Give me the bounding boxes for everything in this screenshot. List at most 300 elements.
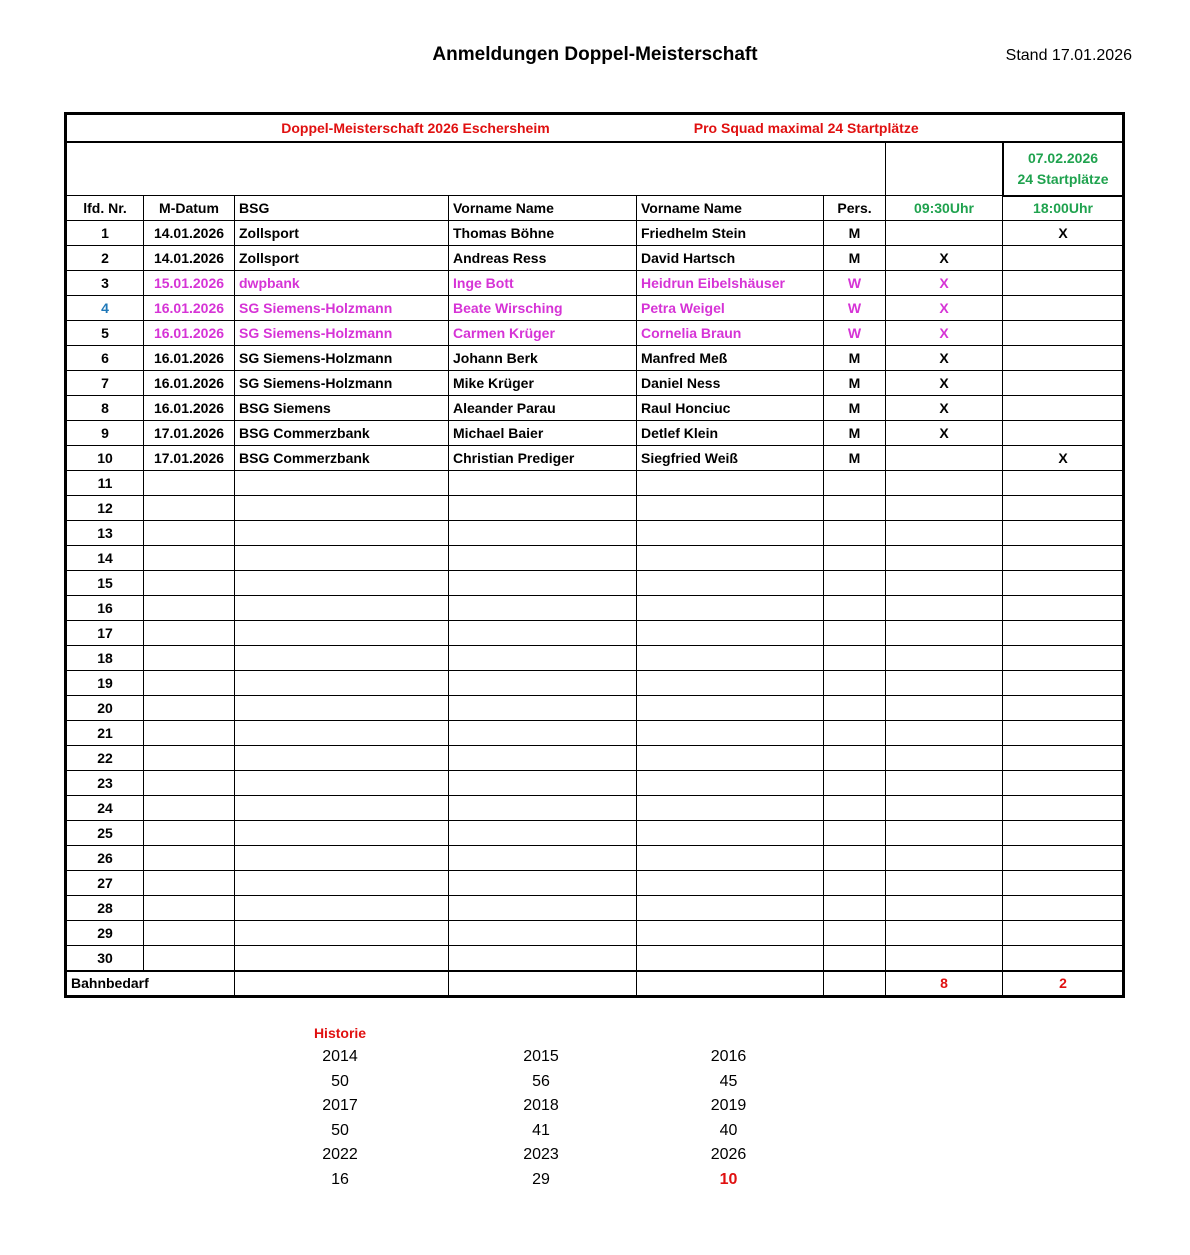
table-row <box>66 321 1124 346</box>
cell-bsg: BSG Commerzbank <box>235 421 449 446</box>
cell-bsg <box>235 721 449 746</box>
cell-slot-0930: X <box>886 271 1003 296</box>
cell-name1 <box>449 721 637 746</box>
cell-slot-1800 <box>1003 246 1124 271</box>
col-header-time-0930: 09:30Uhr <box>886 196 1003 221</box>
table-row <box>66 521 1124 546</box>
cell-pers <box>824 821 886 846</box>
cell-slot-1800 <box>1003 696 1124 721</box>
cell-pers: M <box>824 446 886 471</box>
historie-cell: 2015 <box>523 1048 559 1065</box>
cell-slot-0930 <box>886 646 1003 671</box>
cell-datum <box>144 621 235 646</box>
cell-slot-1800 <box>1003 496 1124 521</box>
table-row <box>66 621 1124 646</box>
column-header-row <box>66 196 1124 221</box>
table-row <box>66 421 1124 446</box>
banner-left-text: Doppel-Meisterschaft 2026 Eschersheim <box>281 119 550 136</box>
cell-bsg: BSG Commerzbank <box>235 446 449 471</box>
cell-bsg <box>235 521 449 546</box>
col-header-name2: Vorname Name <box>637 196 824 221</box>
empty-cell <box>824 971 886 997</box>
cell-slot-0930 <box>886 896 1003 921</box>
row-number: 8 <box>66 396 144 421</box>
row-number: 26 <box>66 846 144 871</box>
cell-name2: Raul Honciuc <box>637 396 824 421</box>
row-number: 28 <box>66 896 144 921</box>
cell-datum <box>144 821 235 846</box>
empty-cell <box>637 971 824 997</box>
cell-slot-0930 <box>886 446 1003 471</box>
cell-name2 <box>637 521 824 546</box>
cell-slot-0930 <box>886 771 1003 796</box>
page-title: Anmeldungen Doppel-Meisterschaft <box>432 44 758 65</box>
row-number: 3 <box>66 271 144 296</box>
cell-bsg: dwpbank <box>235 271 449 296</box>
cell-bsg <box>235 846 449 871</box>
table-row <box>66 771 1124 796</box>
cell-bsg: Zollsport <box>235 221 449 246</box>
cell-name2 <box>637 846 824 871</box>
cell-datum <box>144 696 235 721</box>
row-number: 14 <box>66 546 144 571</box>
session-1-date: 07.02.2026 <box>1027 150 1099 167</box>
cell-name1 <box>449 896 637 921</box>
empty-cell <box>886 142 1003 196</box>
table-row <box>66 746 1124 771</box>
cell-bsg <box>235 546 449 571</box>
cell-datum <box>144 771 235 796</box>
cell-name2 <box>637 771 824 796</box>
cell-pers: W <box>824 271 886 296</box>
table-row <box>66 821 1124 846</box>
cell-name1 <box>449 846 637 871</box>
cell-bsg <box>235 746 449 771</box>
cell-slot-0930 <box>886 721 1003 746</box>
historie-cell: 56 <box>532 1072 550 1090</box>
row-number: 19 <box>66 671 144 696</box>
cell-slot-0930 <box>886 546 1003 571</box>
cell-name1: Thomas Böhne <box>449 221 637 246</box>
table-row <box>66 571 1124 596</box>
row-number: 16 <box>66 596 144 621</box>
cell-name1 <box>449 746 637 771</box>
cell-pers <box>824 521 886 546</box>
cell-bsg <box>235 796 449 821</box>
cell-pers <box>824 896 886 921</box>
table-row <box>66 646 1124 671</box>
cell-datum <box>144 921 235 946</box>
cell-bsg <box>235 571 449 596</box>
table-row <box>66 596 1124 621</box>
cell-bsg: Zollsport <box>235 246 449 271</box>
bahnbedarf-1800: 2 <box>1003 971 1124 997</box>
row-number: 29 <box>66 921 144 946</box>
cell-name2: Cornelia Braun <box>637 321 824 346</box>
row-number: 30 <box>66 946 144 971</box>
bahnbedarf-label: Bahnbedarf <box>66 971 235 997</box>
cell-name2 <box>637 471 824 496</box>
row-number: 12 <box>66 496 144 521</box>
cell-slot-1800 <box>1003 646 1124 671</box>
table-row <box>66 796 1124 821</box>
cell-name1 <box>449 796 637 821</box>
registration-table <box>64 112 1125 998</box>
cell-name1 <box>449 471 637 496</box>
cell-bsg <box>235 821 449 846</box>
cell-slot-0930 <box>886 521 1003 546</box>
cell-slot-1800 <box>1003 296 1124 321</box>
cell-slot-1800 <box>1003 621 1124 646</box>
cell-datum <box>144 896 235 921</box>
row-number: 20 <box>66 696 144 721</box>
col-header-datum: M-Datum <box>144 196 235 221</box>
registration-rows <box>66 221 1124 971</box>
cell-datum: 15.01.2026 <box>144 271 235 296</box>
empty-cell <box>235 971 449 997</box>
cell-name1: Andreas Ress <box>449 246 637 271</box>
table-row <box>66 446 1124 471</box>
cell-name2 <box>637 721 824 746</box>
historie-cell: 2019 <box>710 1097 747 1114</box>
cell-slot-1800 <box>1003 271 1124 296</box>
cell-datum <box>144 471 235 496</box>
historie-cell: 50 <box>331 1072 349 1090</box>
cell-slot-0930 <box>886 621 1003 646</box>
cell-slot-0930 <box>886 471 1003 496</box>
cell-name1 <box>449 696 637 721</box>
cell-slot-1800 <box>1003 321 1124 346</box>
cell-datum: 16.01.2026 <box>144 296 235 321</box>
table-row <box>66 896 1124 921</box>
cell-datum: 16.01.2026 <box>144 396 235 421</box>
cell-name1 <box>449 871 637 896</box>
table-row <box>66 396 1124 421</box>
session-1-slots: 24 Startplätze <box>1017 170 1109 187</box>
cell-pers <box>824 671 886 696</box>
cell-bsg <box>235 596 449 621</box>
cell-slot-1800 <box>1003 896 1124 921</box>
row-number: 17 <box>66 621 144 646</box>
row-number: 7 <box>66 371 144 396</box>
cell-slot-1800: X <box>1003 221 1124 246</box>
banner-row <box>66 114 1124 142</box>
cell-slot-0930: X <box>886 396 1003 421</box>
cell-bsg <box>235 646 449 671</box>
cell-datum: 14.01.2026 <box>144 246 235 271</box>
cell-name2 <box>637 596 824 621</box>
cell-pers: M <box>824 396 886 421</box>
cell-slot-1800 <box>1003 921 1124 946</box>
cell-datum <box>144 596 235 621</box>
historie-cell: 40 <box>719 1121 738 1139</box>
row-number: 13 <box>66 521 144 546</box>
cell-name1: Inge Bott <box>449 271 637 296</box>
cell-datum <box>144 746 235 771</box>
cell-pers: M <box>824 421 886 446</box>
cell-slot-0930: X <box>886 421 1003 446</box>
cell-datum: 16.01.2026 <box>144 371 235 396</box>
row-number: 6 <box>66 346 144 371</box>
historie-cell: 2017 <box>322 1097 358 1114</box>
cell-slot-0930 <box>886 921 1003 946</box>
cell-name2 <box>637 571 824 596</box>
cell-slot-0930 <box>886 221 1003 246</box>
cell-pers <box>824 946 886 971</box>
cell-name2 <box>637 746 824 771</box>
historie-cell: 2014 <box>322 1048 358 1065</box>
empty-cell <box>449 971 637 997</box>
cell-name2: Detlef Klein <box>637 421 824 446</box>
row-number: 10 <box>66 446 144 471</box>
cell-name1 <box>449 646 637 671</box>
row-number: 15 <box>66 571 144 596</box>
cell-name1 <box>449 946 637 971</box>
cell-name2 <box>637 671 824 696</box>
cell-datum: 16.01.2026 <box>144 346 235 371</box>
cell-datum <box>144 721 235 746</box>
row-number: 22 <box>66 746 144 771</box>
session-1-header <box>1003 142 1124 196</box>
cell-name2 <box>637 946 824 971</box>
table-row <box>66 846 1124 871</box>
cell-name1 <box>449 771 637 796</box>
cell-slot-0930: X <box>886 346 1003 371</box>
cell-slot-1800 <box>1003 846 1124 871</box>
cell-slot-0930 <box>886 846 1003 871</box>
cell-name2 <box>637 546 824 571</box>
row-number: 5 <box>66 321 144 346</box>
historie-cell: 29 <box>532 1170 550 1188</box>
row-number: 2 <box>66 246 144 271</box>
table-row <box>66 671 1124 696</box>
row-number: 9 <box>66 421 144 446</box>
cell-bsg <box>235 871 449 896</box>
cell-pers <box>824 571 886 596</box>
cell-name2: Heidrun Eibelshäuser <box>637 271 824 296</box>
cell-name2: Petra Weigel <box>637 296 824 321</box>
cell-pers: W <box>824 296 886 321</box>
cell-slot-1800 <box>1003 671 1124 696</box>
row-number: 24 <box>66 796 144 821</box>
cell-slot-0930 <box>886 571 1003 596</box>
cell-slot-0930 <box>886 796 1003 821</box>
historie-cell: 41 <box>532 1121 550 1139</box>
cell-datum: 17.01.2026 <box>144 446 235 471</box>
cell-pers <box>824 696 886 721</box>
banner-right-text: Pro Squad maximal 24 Startplätze <box>693 119 919 136</box>
cell-bsg: SG Siemens-Holzmann <box>235 296 449 321</box>
historie-cell: 2016 <box>710 1048 747 1065</box>
cell-slot-0930 <box>886 871 1003 896</box>
cell-bsg <box>235 771 449 796</box>
cell-pers: M <box>824 371 886 396</box>
cell-slot-1800 <box>1003 346 1124 371</box>
cell-name2 <box>637 921 824 946</box>
historie-cell: 50 <box>331 1121 349 1139</box>
cell-slot-1800 <box>1003 946 1124 971</box>
cell-slot-1800 <box>1003 521 1124 546</box>
cell-datum <box>144 546 235 571</box>
cell-slot-0930 <box>886 821 1003 846</box>
cell-bsg <box>235 946 449 971</box>
col-header-pers: Pers. <box>824 196 886 221</box>
cell-name1: Beate Wirsching <box>449 296 637 321</box>
cell-slot-1800 <box>1003 546 1124 571</box>
cell-name1 <box>449 821 637 846</box>
cell-datum <box>144 646 235 671</box>
cell-name2 <box>637 896 824 921</box>
banner-cell <box>66 114 1124 142</box>
cell-bsg <box>235 896 449 921</box>
row-number: 25 <box>66 821 144 846</box>
cell-bsg: SG Siemens-Holzmann <box>235 371 449 396</box>
cell-slot-1800: X <box>1003 446 1124 471</box>
cell-slot-1800 <box>1003 771 1124 796</box>
stand-date: Stand 17.01.2026 <box>1005 47 1132 64</box>
cell-slot-1800 <box>1003 821 1124 846</box>
bahnbedarf-row <box>66 971 1124 997</box>
historie-table <box>233 1045 822 1192</box>
cell-name1: Johann Berk <box>449 346 637 371</box>
historie-cell: 45 <box>719 1072 738 1090</box>
cell-slot-1800 <box>1003 421 1124 446</box>
table-row <box>66 271 1124 296</box>
table-row <box>66 946 1124 971</box>
table-row <box>66 921 1124 946</box>
cell-slot-1800 <box>1003 871 1124 896</box>
cell-name2 <box>637 646 824 671</box>
bahnbedarf-0930: 8 <box>886 971 1003 997</box>
row-number: 18 <box>66 646 144 671</box>
cell-pers: W <box>824 321 886 346</box>
cell-name1 <box>449 571 637 596</box>
table-row <box>66 546 1124 571</box>
col-header-bsg: BSG <box>235 196 449 221</box>
table-row <box>66 721 1124 746</box>
empty-cell <box>66 142 886 196</box>
cell-bsg: SG Siemens-Holzmann <box>235 321 449 346</box>
cell-bsg <box>235 621 449 646</box>
cell-slot-1800 <box>1003 746 1124 771</box>
cell-pers: M <box>824 246 886 271</box>
cell-datum <box>144 521 235 546</box>
cell-pers <box>824 621 886 646</box>
cell-slot-0930 <box>886 596 1003 621</box>
cell-name2 <box>637 496 824 521</box>
cell-name1 <box>449 546 637 571</box>
col-header-time-1800: 18:00Uhr <box>1003 196 1124 221</box>
cell-name1: Mike Krüger <box>449 371 637 396</box>
row-number: 21 <box>66 721 144 746</box>
cell-pers <box>824 546 886 571</box>
session-date-row <box>66 142 1124 196</box>
table-row <box>66 221 1124 246</box>
row-number: 1 <box>66 221 144 246</box>
historie-label: Historie <box>313 1025 367 1041</box>
cell-name2: Manfred Meß <box>637 346 824 371</box>
historie-cell: 2022 <box>322 1146 358 1163</box>
cell-slot-0930: X <box>886 246 1003 271</box>
cell-slot-1800 <box>1003 571 1124 596</box>
cell-slot-0930: X <box>886 371 1003 396</box>
cell-pers <box>824 646 886 671</box>
table-row <box>66 471 1124 496</box>
col-header-name1: Vorname Name <box>449 196 637 221</box>
row-number: 27 <box>66 871 144 896</box>
cell-pers <box>824 471 886 496</box>
cell-pers: M <box>824 221 886 246</box>
cell-bsg <box>235 496 449 521</box>
cell-bsg: BSG Siemens <box>235 396 449 421</box>
cell-name2 <box>637 696 824 721</box>
cell-datum <box>144 946 235 971</box>
table-row <box>66 696 1124 721</box>
row-number: 23 <box>66 771 144 796</box>
cell-datum: 14.01.2026 <box>144 221 235 246</box>
cell-bsg <box>235 671 449 696</box>
cell-name2: Daniel Ness <box>637 371 824 396</box>
cell-name1: Christian Prediger <box>449 446 637 471</box>
cell-name2 <box>637 796 824 821</box>
cell-pers <box>824 596 886 621</box>
cell-datum <box>144 671 235 696</box>
row-number: 11 <box>66 471 144 496</box>
historie-section <box>233 1022 822 1192</box>
table-row <box>66 496 1124 521</box>
cell-slot-1800 <box>1003 371 1124 396</box>
cell-name1 <box>449 921 637 946</box>
cell-name2 <box>637 871 824 896</box>
historie-cell: 10 <box>719 1170 738 1188</box>
cell-datum <box>144 571 235 596</box>
cell-pers <box>824 796 886 821</box>
cell-slot-0930 <box>886 496 1003 521</box>
cell-datum <box>144 871 235 896</box>
cell-bsg: SG Siemens-Holzmann <box>235 346 449 371</box>
cell-pers <box>824 921 886 946</box>
cell-name2 <box>637 821 824 846</box>
row-number: 4 <box>66 296 144 321</box>
cell-name2 <box>637 621 824 646</box>
cell-name1 <box>449 521 637 546</box>
cell-bsg <box>235 921 449 946</box>
cell-slot-1800 <box>1003 396 1124 421</box>
cell-name1 <box>449 496 637 521</box>
cell-pers <box>824 871 886 896</box>
historie-cell: 2018 <box>523 1097 559 1114</box>
cell-slot-0930: X <box>886 296 1003 321</box>
historie-cell: 16 <box>331 1170 349 1188</box>
cell-pers <box>824 721 886 746</box>
cell-pers <box>824 846 886 871</box>
cell-name2: Siegfried Weiß <box>637 446 824 471</box>
cell-slot-1800 <box>1003 721 1124 746</box>
cell-pers <box>824 771 886 796</box>
col-header-nr: lfd. Nr. <box>66 196 144 221</box>
cell-slot-0930 <box>886 746 1003 771</box>
cell-datum <box>144 846 235 871</box>
cell-datum <box>144 796 235 821</box>
cell-name1 <box>449 671 637 696</box>
table-row <box>66 871 1124 896</box>
cell-datum: 17.01.2026 <box>144 421 235 446</box>
cell-datum: 16.01.2026 <box>144 321 235 346</box>
cell-name1 <box>449 621 637 646</box>
cell-name2: Friedhelm Stein <box>637 221 824 246</box>
cell-slot-0930: X <box>886 321 1003 346</box>
table-row <box>66 246 1124 271</box>
